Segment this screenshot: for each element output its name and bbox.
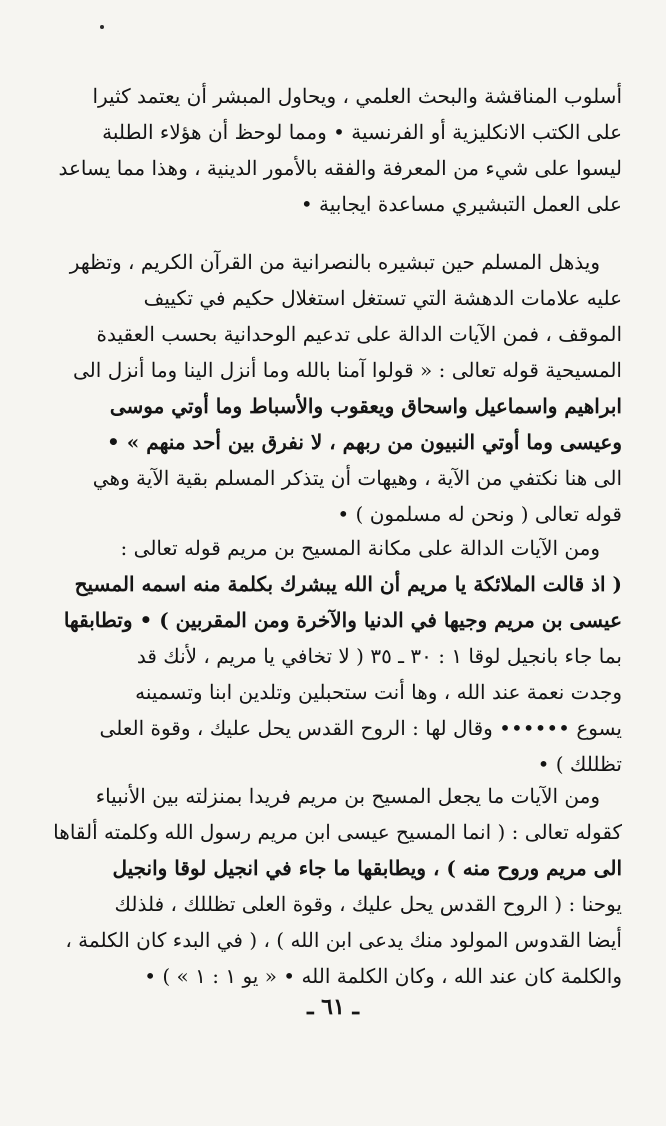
ink-speck (100, 25, 104, 29)
paragraph-line: ومن الآيات الدالة على مكانة المسيح بن مريم قوله تعالى : (120, 536, 600, 560)
quran-verse-line: عيسى بن مريم وجيها في الدنيا والآخرة ومن المقربين ) • وتطابقها (63, 608, 622, 632)
quran-verse-line: ابراهيم واسماعيل واسحاق ويعقوب والأسباط وما أوتي موسى (109, 394, 622, 418)
paragraph-line: أسلوب المناقشة والبحث العلمي ، ويحاول المبشر أن يعتمد كثيرا (92, 84, 622, 108)
paragraph-3 (38, 530, 622, 782)
paragraph-line: ليسوا على شيء من المعرفة والفقه بالأمور الدينية ، وهذا مما يساعد (58, 156, 622, 180)
paragraph-2 (38, 244, 622, 532)
paragraph-line: عليه علامات الدهشة التي تستغل استغلال حكيم في تكييف (143, 286, 622, 310)
paragraph-line: يسوع •••••• وقال لها : الروح القدس يحل عليك ، وقوة العلى (99, 716, 622, 740)
quran-verse-line: الى مريم وروح منه ) ، ويطابقها ما جاء في انجيل لوقا وانجيل (112, 856, 622, 880)
paragraph-line: قوله تعالى ( ونحن له مسلمون ) • (337, 502, 622, 526)
paragraph-line: الموقف ، فمن الآيات الدالة على تدعيم الوحدانية بحسب العقيدة (96, 322, 622, 346)
quran-verse-line: وعيسى وما أوتي النبيون من ربهم ، لا نفرق بين أحد منهم » • (107, 430, 622, 454)
paragraph-line: ومن الآيات ما يجعل المسيح بن مريم فريدا بمنزلته بين الأنبياء (95, 784, 600, 808)
paragraph-line: والكلمة كان عند الله ، وكان الكلمة الله • « يو ١ : ١ » ) • (144, 964, 622, 988)
paragraph-line: كقوله تعالى : ( انما المسيح عيسى ابن مريم رسول الله وكلمته ألقاها (53, 820, 622, 844)
paragraph-line: على الكتب الانكليزية أو الفرنسية • ومما لوحظ أن هؤلاء الطلبة (102, 120, 622, 144)
page-number: ـ ٦١ ـ (307, 994, 359, 1020)
paragraph-line: بما جاء بانجيل لوقا ١ : ٣٠ ـ ٣٥ ( لا تخافي يا مريم ، لأنك قد (136, 644, 622, 668)
paragraph-line: ويذهل المسلم حين تبشيره بالنصرانية من القرآن الكريم ، وتظهر (69, 250, 600, 274)
paragraph-1 (38, 78, 622, 222)
paragraph-line: على العمل التبشيري مساعدة ايجابية • (300, 192, 622, 216)
paragraph-line: يوحنا : ( الروح القدس يحل عليك ، وقوة العلى تظللك ، فلذلك (114, 892, 622, 916)
paragraph-4 (38, 778, 622, 994)
paragraph-line: المسيحية قوله تعالى : « قولوا آمنا بالله وما أنزل الينا وما أنزل الى (73, 358, 622, 382)
paragraph-line: أيضا القدوس المولود منك يدعى ابن الله ) ، ( في البدء كان الكلمة ، (65, 928, 622, 952)
quran-verse-line: ( اذ قالت الملائكة يا مريم أن الله يبشرك بكلمة منه اسمه المسيح (74, 572, 622, 596)
paragraph-line: وجدت نعمة عند الله ، وها أنت ستحبلين وتلدين ابنا وتسمينه (135, 680, 622, 704)
paragraph-line: تظللك ) • (537, 752, 622, 776)
paragraph-line: الى هنا نكتفي من الآية ، وهيهات أن يتذكر المسلم بقية الآية وهي (92, 466, 622, 490)
